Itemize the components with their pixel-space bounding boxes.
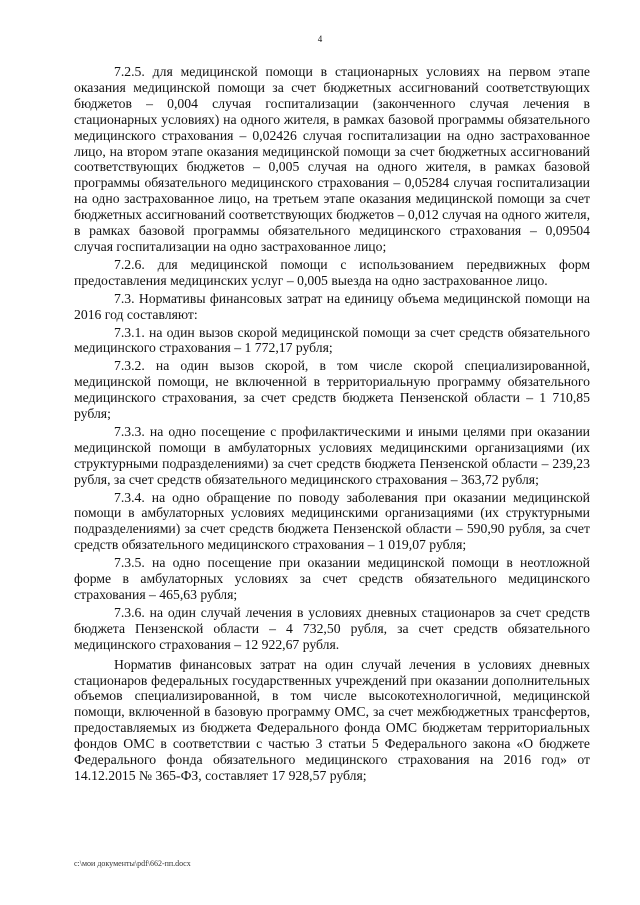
- file-path-footer: c:\мои документы\pdf\662-пп.docx: [74, 859, 191, 868]
- document-body: [74, 64, 590, 784]
- paragraph-7-3-2: 7.3.2. на один вызов скорой, в том числе скорой специализированной, медицинской помощи, не включенной в территориальную программу обязательного медицинского страхования, за счет средств бюджета Пензенской области – 1 710,85 рубля;: [74, 358, 590, 422]
- page-number: 4: [317, 34, 323, 44]
- paragraph-7-2-6: 7.2.6. для медицинской помощи с использованием передвижных форм предоставления медицинских услуг – 0,005 выезда на одно застрахованное лицо.: [74, 256, 590, 288]
- paragraph-7-3: 7.3. Нормативы финансовых затрат на единицу объема медицинской помощи на 2016 год составляют:: [74, 290, 590, 322]
- paragraph-7-3-4: 7.3.4. на одно обращение по поводу заболевания при оказании медицинской помощи в амбулаторных условиях медицинскими организациями (их структурными подразделениями) за счет средств бюджета Пензенской области – 590,90 рубля, за счет средств обязательного медицинского страхования – 1 019,07 рубля;: [74, 489, 590, 553]
- paragraph-7-2-5: 7.2.5. для медицинской помощи в стационарных условиях на первом этапе оказания медицинской помощи за счет бюджетных ассигнований соответствующих бюджетов – 0,004 случая госпитализации (законченного случая лечения в стационарных условиях) на одного жителя, в рамках базовой программы обязательного медицинского страхования – 0,02426 случая госпитализации на одно застрахованное лицо, на втором этапе оказания медицинской помощи за счет бюджетных ассигнований соответствующих бюджетов – 0,005 случая на одного жителя, в рамках базовой программы обязательного медицинского страхования – 0,05284 случая госпитализации на одно застрахованное лицо, на третьем этапе оказания медицинской помощи за счет бюджетных ассигнований соответствующих бюджетов – 0,012 случая на одного жителя, в рамках базовой программы обязательного медицинского страхования – 0,09504 случая госпитализации на одно застрахованное лицо;: [74, 64, 590, 254]
- paragraph-7-3-1: 7.3.1. на один вызов скорой медицинской помощи за счет средств обязательного медицинского страхования – 1 772,17 рубля;: [74, 324, 590, 356]
- paragraph-7-3-6: 7.3.6. на один случай лечения в условиях дневных стационаров за счет средств бюджета Пензенской области – 4 732,50 рубля, за счет средств обязательного медицинского страхования – 12 922,67 рубля.: [74, 604, 590, 652]
- paragraph-7-3-3: 7.3.3. на одно посещение с профилактическими и иными целями при оказании медицинской помощи в амбулаторных условиях медицинскими организациями (их структурными подразделениями) за счет средств бюджета Пензенской области – 239,23 рубля, за счет средств обязательного медицинского страхования – 363,72 рубля;: [74, 423, 590, 487]
- paragraph-7-3-5: 7.3.5. на одно посещение при оказании медицинской помощи в неотложной форме в амбулаторных условиях за счет средств обязательного медицинского страхования – 465,63 рубля;: [74, 555, 590, 602]
- paragraph-day-hospital-norm: Норматив финансовых затрат на один случай лечения в условиях дневных стационаров федеральных государственных учреждений при оказании дополнительных объемов специализированной, в том числе высокотехнологичной, медицинской помощи, включенной в базовую программу ОМС, за счет межбюджетных трансфертов, предоставляемых из бюджета Федерального фонда ОМС бюджетам территориальных фондов ОМС в соответствии с частью 3 статьи 5 Федерального закона «О бюджете Федерального фонда обязательного медицинского страхования на 2016 год» от 14.12.2015 № 365-ФЗ, составляет 17 928,57 рубля;: [74, 656, 590, 783]
